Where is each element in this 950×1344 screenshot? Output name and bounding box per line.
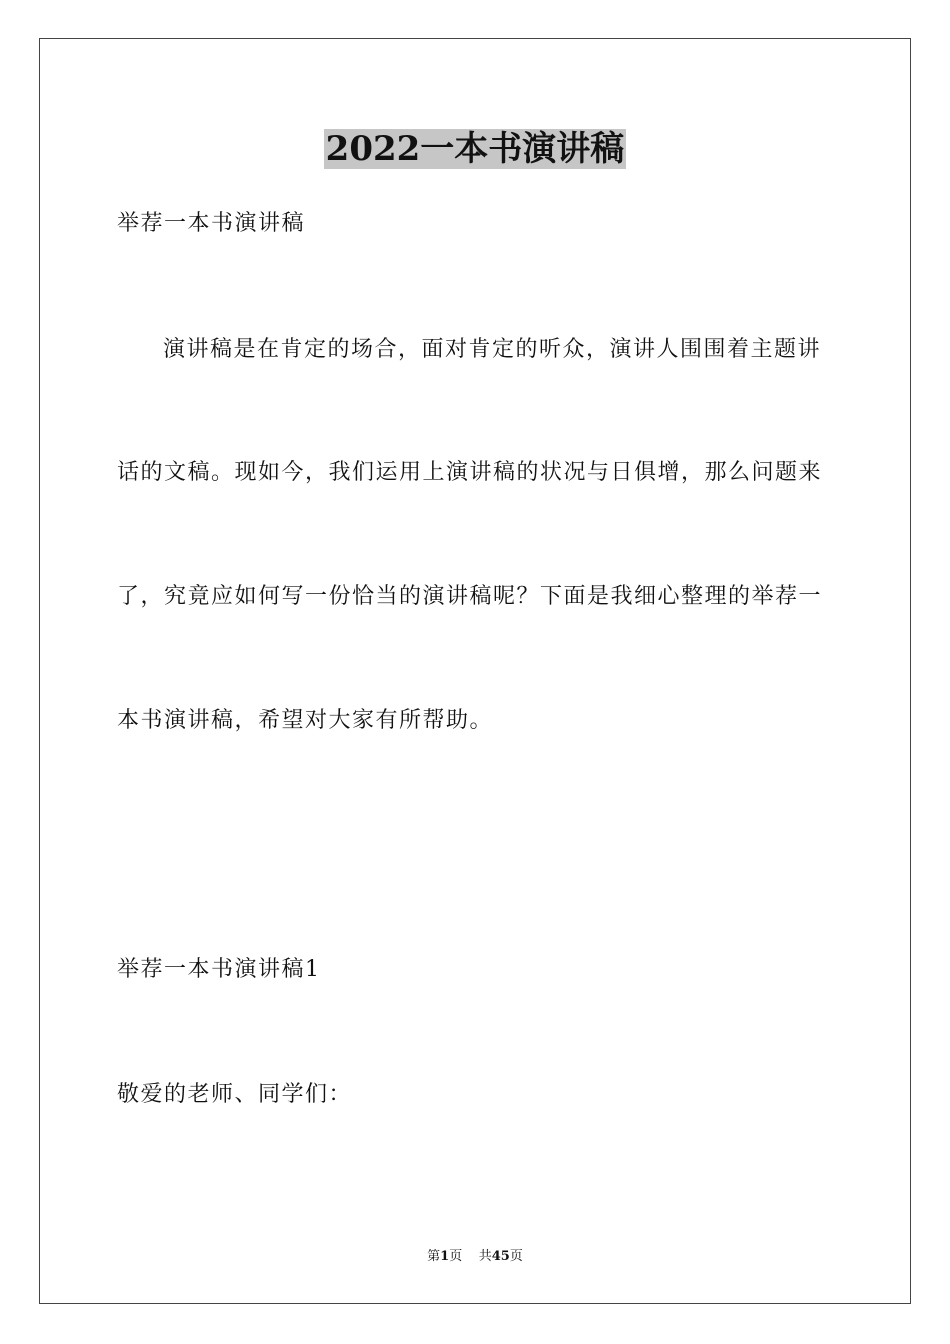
intro-line-1: 演讲稿是在肯定的场合，面对肯定的听众，演讲人围围着主题讲 bbox=[163, 337, 822, 362]
footer-total-suffix: 页 bbox=[509, 1249, 523, 1264]
document-title bbox=[0, 127, 950, 171]
document-title-text: 2022一本书演讲稿 bbox=[325, 129, 625, 169]
footer-page-suffix: 页 bbox=[449, 1249, 463, 1264]
footer-total-pages: 45 bbox=[491, 1249, 510, 1264]
section-heading: 举荐一本书演讲稿1 bbox=[117, 957, 321, 982]
footer-page-prefix: 第 bbox=[427, 1249, 441, 1264]
intro-line-2: 话的文稿。现如今，我们运用上演讲稿的状况与日俱增，那么问题来 bbox=[117, 460, 823, 485]
intro-line-4: 本书演讲稿，希望对大家有所帮助。 bbox=[117, 708, 494, 733]
footer-total-prefix: 共 bbox=[478, 1249, 492, 1264]
salutation: 敬爱的老师、同学们： bbox=[117, 1082, 353, 1107]
subtitle: 举荐一本书演讲稿 bbox=[117, 211, 306, 236]
footer-page-number: 1 bbox=[440, 1249, 450, 1264]
intro-line-3: 了，究竟应如何写一份恰当的演讲稿呢？下面是我细心整理的举荐一 bbox=[117, 584, 823, 609]
page-footer bbox=[0, 1248, 950, 1266]
